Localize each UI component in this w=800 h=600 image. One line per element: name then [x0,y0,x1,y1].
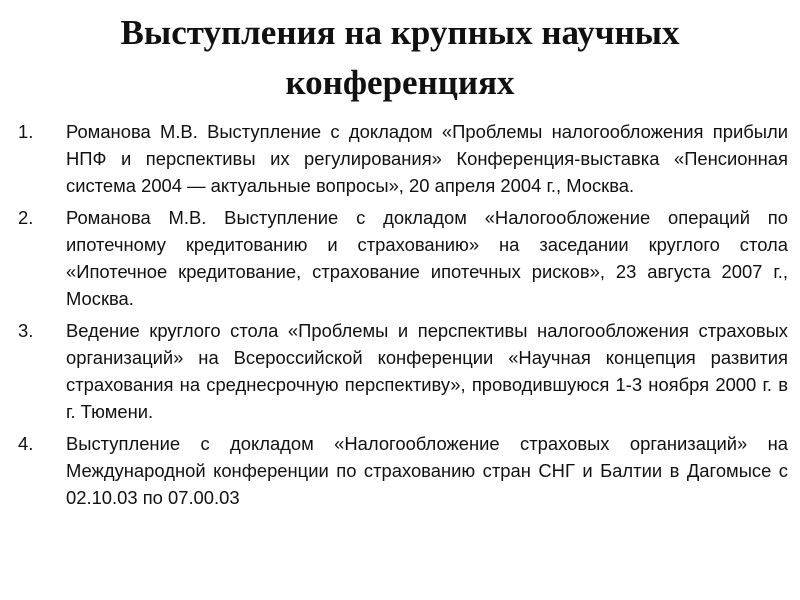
list-item-text: Романова М.В. Выступление с докладом «Проблемы налогообложения прибыли НПФ и перспективы их регулирования» Конференция-выставка «Пенсионная система 2004 — актуальные вопросы», 20 апреля 2004 г., Москва. [66,121,788,196]
list-item-text: Выступление с докладом «Налогообложение страховых организаций» на Международной конференции по страхованию стран СНГ и Балтии в Дагомысе с 02.10.03 по 07.00.03 [66,433,788,508]
list-item [18,204,794,312]
slide-title: Выступления на крупных научных конференциях [120,13,680,102]
list-item-text: Романова М.В. Выступление с докладом «Налогообложение операций по ипотечному кредитованию и страхованию» на заседании круглого стола «Ипотечное кредитование, страхование ипотечных рисков», 23 августа 2007 г., Москва. [66,207,788,309]
list-item-number: 1. [18,121,34,142]
list-item-number: 4. [18,433,34,454]
conference-list [18,118,794,516]
list-item [18,317,794,425]
list-item-number: 3. [18,320,34,341]
list-item [18,430,794,511]
list-item-number: 2. [18,207,34,228]
list-item-text: Ведение круглого стола «Проблемы и перспективы налогообложения страховых организаций» на Всероссийской конференции «Научная концепция развития страхования на среднесрочную перспективу», проводившуюся 1-3 ноября 2000 г. в г. Тюмени. [66,320,788,422]
list-item [18,118,794,199]
